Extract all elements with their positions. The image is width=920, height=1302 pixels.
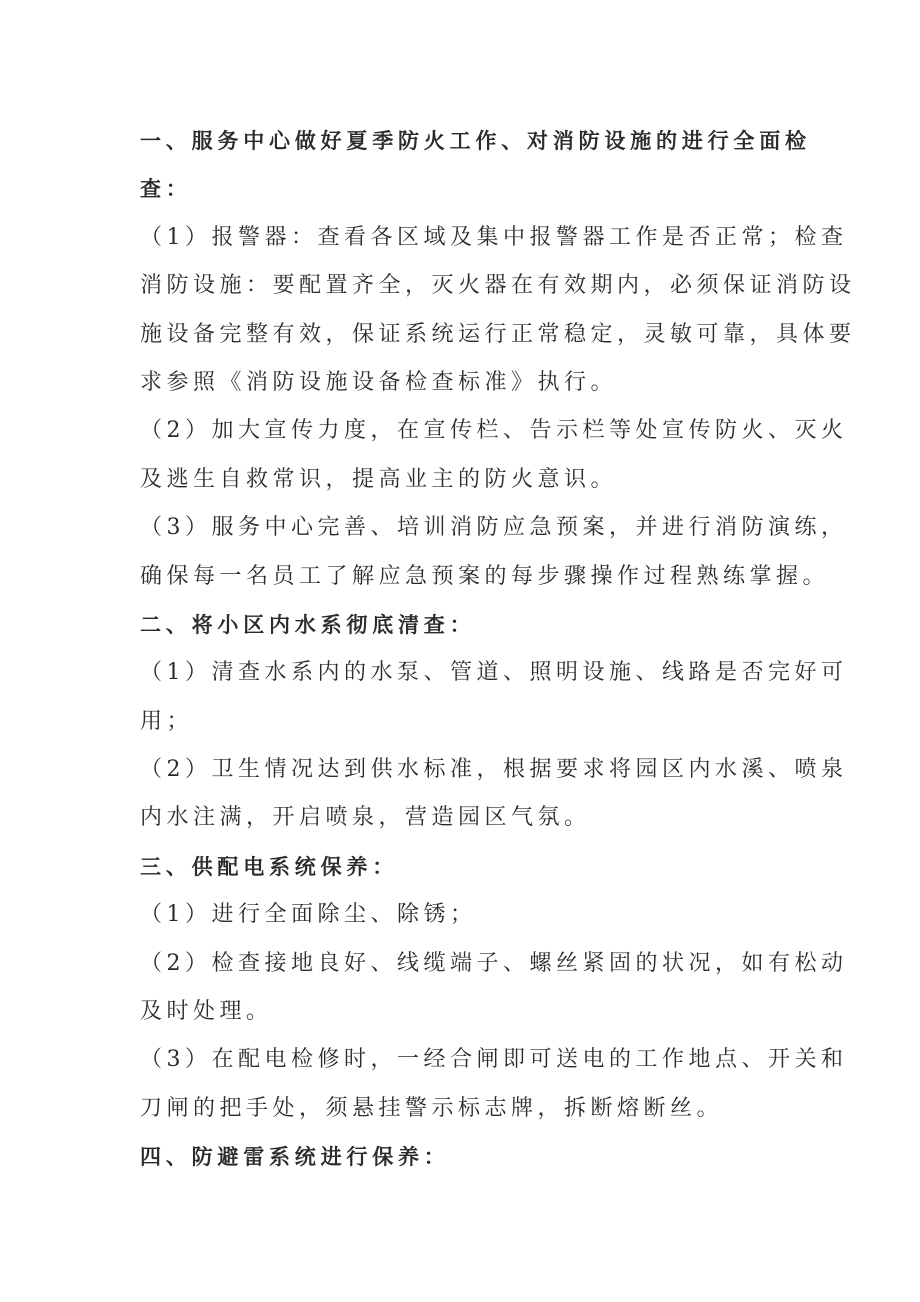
paragraph-line: （3）在配电检修时，一经合闸即可送电的工作地点、开关和 xyxy=(140,1047,848,1073)
paragraph-line: 内水注满，开启喷泉，营造园区气氛。 xyxy=(140,805,591,831)
paragraph-line: 施设备完整有效，保证系统运行正常稳定，灵敏可靠，具体要 xyxy=(140,321,856,347)
section-heading-line: 四、防避雷系统进行保养： xyxy=(140,1145,450,1170)
paragraph-line: （2）卫生情况达到供水标准，根据要求将园区内水溪、喷泉 xyxy=(140,757,848,783)
section-heading-line: 二、将小区内水系彻底清查： xyxy=(140,612,476,637)
paragraph-line: （1）进行全面除尘、除锈； xyxy=(140,902,477,928)
paragraph-line: 及时处理。 xyxy=(140,999,273,1025)
paragraph-line: （3）服务中心完善、培训消防应急预案，并进行消防演练， xyxy=(140,515,848,541)
paragraph-line: 消防设施：要配置齐全，灭火器在有效期内，必须保证消防设 xyxy=(140,273,856,299)
paragraph-line: （1）清查水系内的水泵、管道、照明设施、线路是否完好可 xyxy=(140,660,848,686)
paragraph-line: （1）报警器：查看各区域及集中报警器工作是否正常；检查 xyxy=(140,224,848,250)
paragraph-line: 用； xyxy=(140,708,194,734)
paragraph-line: 及逃生自救常识，提高业主的防火意识。 xyxy=(140,466,618,492)
section-heading-line: 三、供配电系统保养： xyxy=(140,854,398,879)
paragraph-line: （2）加大宣传力度，在宣传栏、告示栏等处宣传防火、灭火 xyxy=(140,418,848,444)
document-body xyxy=(140,117,920,1182)
paragraph-line: 确保每一名员工了解应急预案的每步骤操作过程熟练掌握。 xyxy=(140,563,830,589)
paragraph-line: 刀闸的把手处，须悬挂警示标志牌，拆断熔断丝。 xyxy=(140,1095,724,1121)
section-heading-line: 一、服务中心做好夏季防火工作、对消防设施的进行全面检 xyxy=(140,129,811,153)
section-heading-line: 查： xyxy=(140,177,192,202)
paragraph-line: 求参照《消防设施设备检查标准》执行。 xyxy=(140,369,618,395)
paragraph-line: （2）检查接地良好、线缆端子、螺丝紧固的状况，如有松动 xyxy=(140,950,848,976)
